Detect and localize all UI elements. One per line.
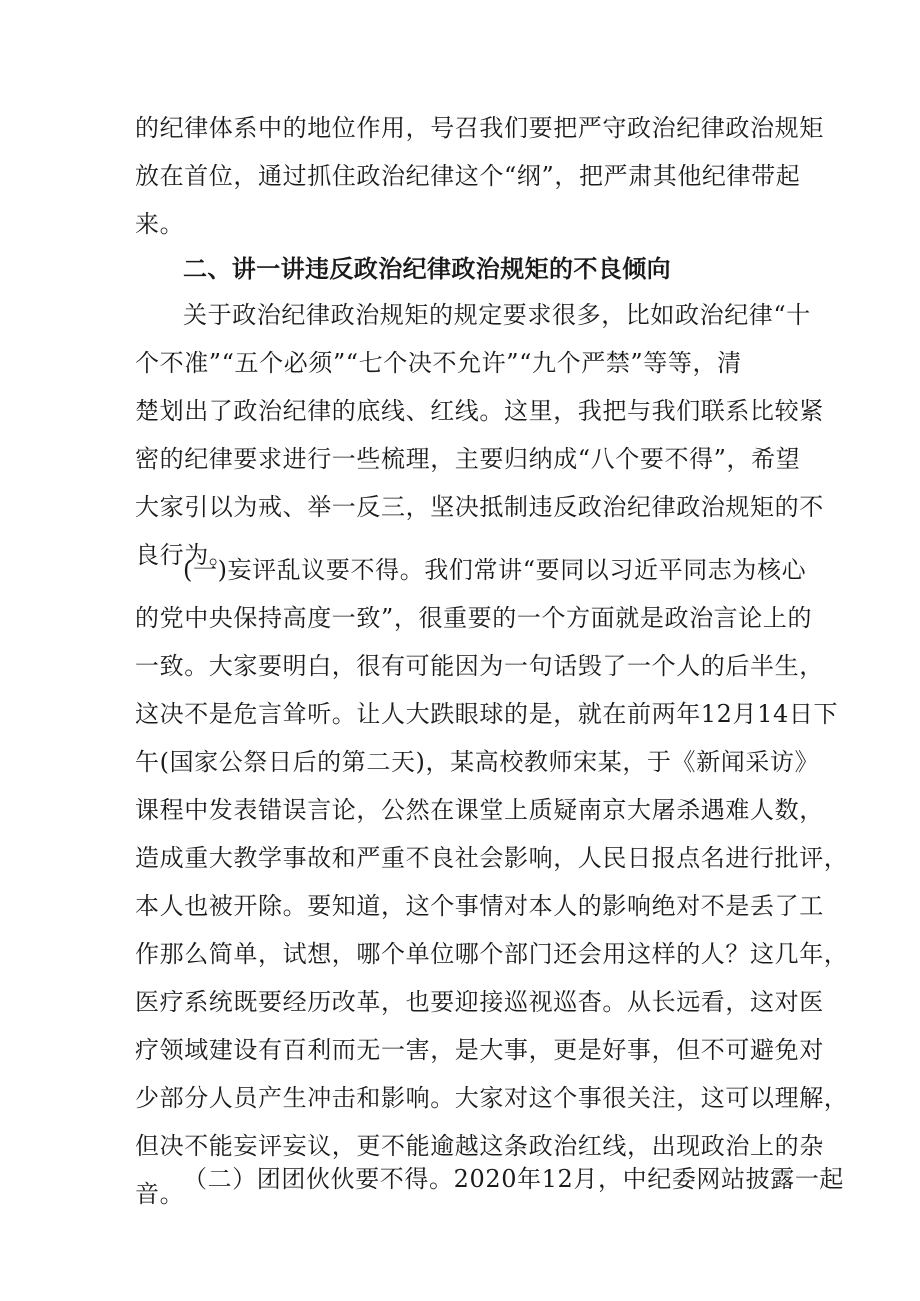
text-line: 良行为。: [135, 541, 234, 569]
text-line: 但决不能妄评妄议，更不能逾越这条政治红线，出现政治上的杂: [135, 1132, 824, 1160]
text-line: 来。: [135, 210, 185, 238]
paragraph-continuation: [135, 104, 824, 248]
text-line: 造成重大教学事故和严重不良社会影响，人民日报点名进行批评，: [135, 844, 849, 872]
text-line: 音。: [135, 1180, 185, 1208]
heading-text: 二、讲一讲违反政治纪律政治规矩的不良倾向: [183, 255, 671, 283]
text-line: 楚划出了政治纪律的底线、红线。这里，我把与我们联系比较紧: [135, 397, 824, 425]
paragraph-intro: [135, 291, 824, 579]
text-line: 大家引以为戒、举一反三，坚决抵制违反政治纪律政治规矩的不: [135, 493, 824, 521]
text-line: 关于政治纪律政治规矩的规定要求很多，比如政治纪律“十: [183, 301, 811, 329]
text-line: 的党中央保持高度一致”，很重要的一个方面就是政治言论上的: [135, 604, 813, 632]
text-line: 疗领域建设有百利而无一害，是大事，更是好事，但不可避免对: [135, 1036, 824, 1064]
paragraph-item-2: [135, 1155, 845, 1203]
text-line: 少部分人员产生冲击和影响。大家对这个事很关注，这可以理解，: [135, 1084, 849, 1112]
text-line: (一)妄评乱议要不得。我们常讲“要同以习近平同志为核心: [183, 556, 807, 584]
text-line: 医疗系统既要经历改革，也要迎接巡视巡杳。从长远看，这对医: [135, 988, 824, 1016]
text-line: 本人也被开除。要知道，这个事情对本人的影响绝对不是丢了工: [135, 892, 824, 920]
text-line: 课程中发表错误言论，公然在课堂上质疑南京大屠杀遇难人数，: [135, 796, 824, 824]
text-line: 的纪律体系中的地位作用，号召我们要把严守政治纪律政治规矩: [135, 114, 824, 142]
text-line: 个不准”“五个必须”“七个决不允许”“九个严禁”等等，清: [135, 349, 742, 377]
text-line: 一致。大家要明白，很有可能因为一句话毁了一个人的后半生，: [135, 652, 824, 680]
paragraph-item-1: [135, 546, 849, 1218]
section-heading: [135, 245, 795, 293]
text-line: 放在首位，通过抓住政治纪律这个“纲”，把严肃其他纪律带起: [135, 162, 801, 190]
text-line: （二）团团伙伙要不得。2020年12月，中纪委网站披露一起: [183, 1165, 845, 1193]
text-line: 午(国家公祭日后的第二天)，某高校教师宋某，于《新闻采访》: [135, 748, 820, 776]
text-line: 这决不是危言耸听。让人大跌眼球的是，就在前两年12月14日下: [135, 700, 839, 728]
text-line: 密的纪律要求进行一些梳理，主要归纳成“八个要不得”，希望: [135, 445, 801, 473]
text-line: 作那么简单，试想，哪个单位哪个部门还会用这样的人？这几年，: [135, 940, 849, 968]
